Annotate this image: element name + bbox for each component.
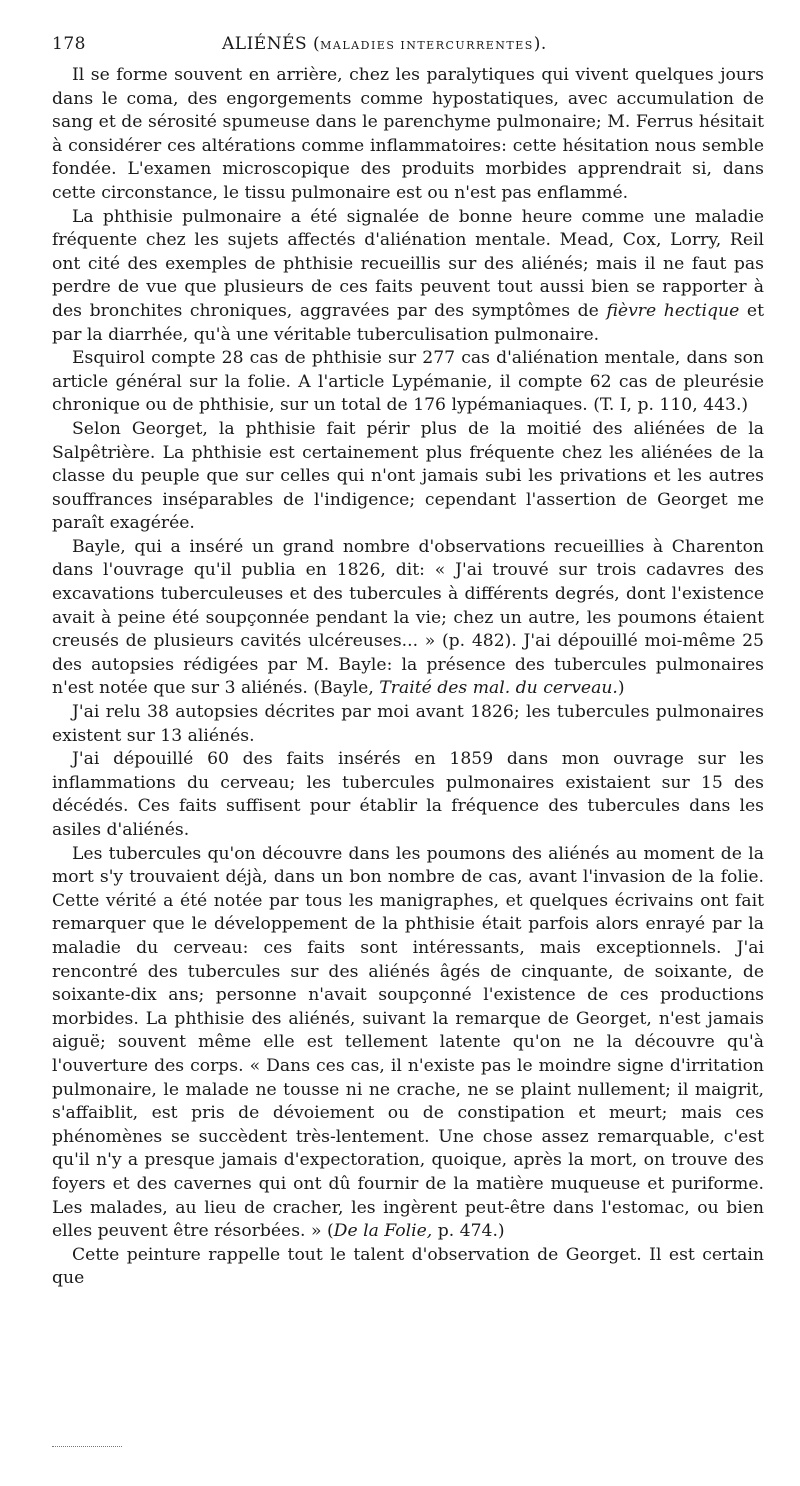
paragraph bbox=[52, 347, 764, 418]
paragraph bbox=[52, 536, 764, 701]
text-run: Esquirol compte 28 cas de phthisie sur 277 cas d'aliénation mentale, dans son article général sur la folie. A l'article Lypémanie, il compte 62 cas de pleurésie chronique ou de phthisie, sur un total de 176 lypémaniaques. (T. I, p. 110, 443.) bbox=[52, 348, 764, 416]
text-run: Il se forme souvent en arrière, chez les paralytiques qui vivent quelques jours dans le coma, des engorgements comme hypostatiques, avec accumulation de sang et de sérosité spumeuse dans le parenchyme pulmonaire; M. Ferrus hésitait à considérer ces altérations comme inflammatoires: cette hésitation nous semble fondée. L'examen microscopique des produits morbides apprendrait si, dans cette circonstance, le tissu pulmonaire est ou n'est pas enflammé. bbox=[52, 65, 764, 203]
running-head-main: ALIÉNÉS ( bbox=[222, 34, 321, 54]
paragraph bbox=[52, 748, 764, 842]
paragraph bbox=[52, 701, 764, 748]
paragraph bbox=[52, 64, 764, 206]
text-run: J'ai dépouillé 60 des faits insérés en 1859 dans mon ouvrage sur les inflammations du cerveau; les tubercules pulmonaires existaient sur 15 des décédés. Ces faits suffisent pour établir la fréquence des tubercules dans les asiles d'aliénés. bbox=[52, 749, 764, 840]
text-run: Selon Georget, la phthisie fait périr plus de la moitié des aliénées de la Salpêtrière. La phthisie est certainement plus fréquente chez les aliénées de la classe du peuple que sur celles qui n'ont jamais subi les privations et les autres souffrances inséparables de l'indigence; cependant l'assertion de Georget me paraît exagérée. bbox=[52, 418, 764, 534]
italic-text: De la Folie, bbox=[333, 1221, 433, 1242]
bottom-mark bbox=[52, 1446, 122, 1447]
page-number: 178 bbox=[52, 34, 86, 54]
paragraph bbox=[52, 843, 764, 1244]
text-run: Bayle, qui a inséré un grand nombre d'observations recueillies à Charenton dans l'ouvrage qu'il publia en 1826, dit: « J'ai trouvé sur trois cadavres des excavations tuberculeuses et des tubercules à différents degrés, dont l'existence avait à peine été soupçonnée pendant la vie; chez un autre, les poumons étaient creusés de plusieurs cavités ulcéreuses... » (p. 482). J'ai dépouillé moi-même 25 des autopsies rédigées par M. Bayle: la présence des tubercules pulmonaires n'est notée que sur 3 aliénés. (Bayle, bbox=[52, 536, 764, 699]
italic-text: Traité des mal. du cerveau. bbox=[379, 678, 618, 699]
running-head-close: ). bbox=[533, 34, 547, 54]
text-run: p. 474.) bbox=[432, 1221, 505, 1242]
running-head-subtitle: MALADIES INTERCURRENTES bbox=[320, 39, 534, 52]
text-run: et par la diarrhée, qu'à une véritable tuberculisation pulmonaire. bbox=[52, 300, 764, 345]
text-run: Cette peinture rappelle tout le talent d'observation de Georget. Il est certain que bbox=[52, 1244, 764, 1289]
running-head bbox=[222, 34, 547, 54]
text-run: ) bbox=[617, 678, 625, 699]
text-run: La phthisie pulmonaire a été signalée de bonne heure comme une maladie fréquente chez les sujets affectés d'aliénation mentale. Mead, Cox, Lorry, Reil ont cité des exemples de phthisie recueillis sur des aliénés; mais il ne faut pas perdre de vue que plusieurs de ces faits peuvent tout aussi bien se rapporter à des bronchites chroniques, aggravées par des symptômes de bbox=[52, 206, 764, 321]
text-run: J'ai relu 38 autopsies décrites par moi avant 1826; les tubercules pulmonaires existent sur 13 aliénés. bbox=[52, 702, 764, 746]
book-page bbox=[52, 28, 764, 1291]
paragraph bbox=[52, 206, 764, 348]
paragraph bbox=[52, 1244, 764, 1291]
paragraph bbox=[52, 418, 764, 536]
text-run: Les tubercules qu'on découvre dans les poumons des aliénés au moment de la mort s'y trouvaient déjà, dans un bon nombre de cas, avant l'invasion de la folie. Cette vérité a été notée par tous les manigraphes, et quelques écrivains ont fait remarquer que le développement de la phthisie était parfois alors enrayé par la maladie du cerveau: ces faits sont intéressants, mais exceptionnels. J'ai rencontré des tubercules sur des aliénés âgés de cinquante, de soixante, de soixante-dix ans; personne n'avait soupçonné l'existence de ces productions morbides. La phthisie des aliénés, suivant la remarque de Georget, n'est jamais aiguë; souvent même elle est tellement latente qu'on ne la découvre qu'à l'ouverture des corps. « Dans ces cas, il n'existe pas le moindre signe d'irritation pulmonaire, le malade ne tousse ni ne crache, ne se plaint nullement; il maigrit, s'affaiblit, est pris de dévoiement ou de constipation et meurt; mais ces phénomènes se succèdent très-lentement. Une chose assez remarquable, c'est qu'il n'y a presque jamais d'expectoration, quoique, après la mort, on trouve des foyers et des cavernes qui ont dû fournir de la matière muqueuse et puriforme. Les malades, au lieu de cracher, les ingèrent peut-être dans l'estomac, ou bien elles peuvent être résorbées. » ( bbox=[52, 843, 764, 1242]
body-text bbox=[52, 64, 764, 1291]
italic-text: fièvre hectique bbox=[606, 300, 740, 321]
page-header bbox=[52, 28, 764, 56]
